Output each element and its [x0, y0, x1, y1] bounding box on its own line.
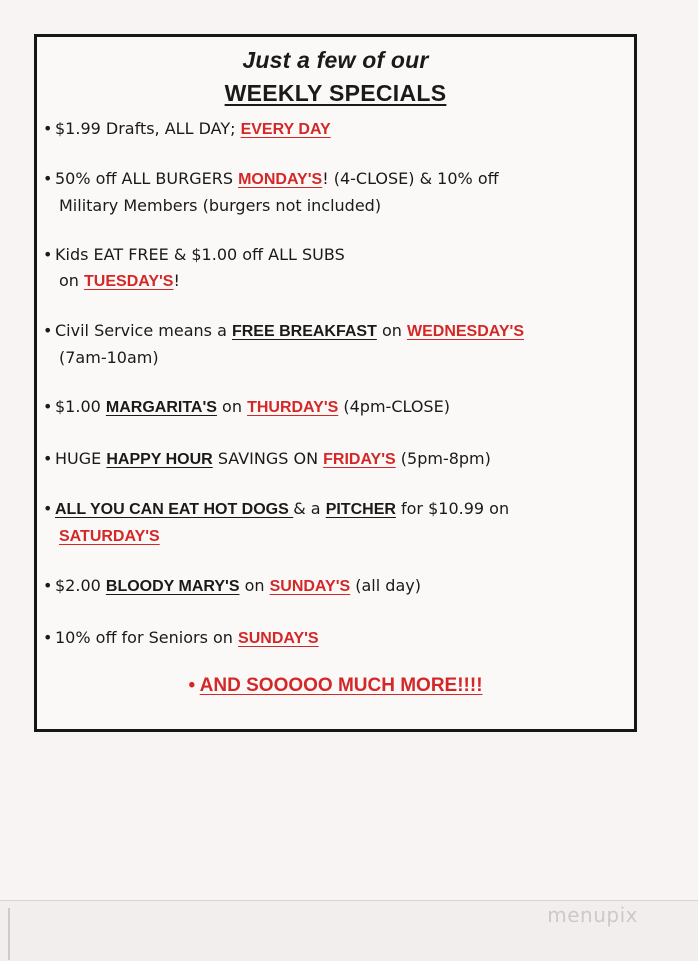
special-text: & a	[293, 499, 326, 518]
special-second-line: Military Members (burgers not included)	[59, 196, 382, 215]
special-text: !	[173, 271, 180, 290]
special-text: on	[239, 576, 270, 595]
special-wednesday	[43, 318, 628, 371]
bullet: •	[43, 321, 53, 340]
special-text: $1.99 Drafts, ALL DAY;	[55, 119, 241, 138]
special-highlight: MARGARITA'S	[105, 399, 217, 416]
closing-text: AND SOOOOO MUCH MORE!!!!	[199, 675, 483, 696]
special-tuesday	[43, 242, 628, 295]
special-day: EVERY DAY	[240, 121, 331, 138]
special-day: FRIDAY'S	[323, 451, 396, 468]
bullet: •	[43, 499, 53, 518]
special-text: SAVINGS ON	[212, 449, 324, 468]
special-text: (all day)	[350, 576, 421, 595]
bullet: •	[43, 449, 53, 468]
special-day: SUNDAY'S	[269, 578, 351, 595]
special-text: HUGE	[55, 449, 107, 468]
special-day: THURDAY'S	[247, 399, 339, 416]
bullet: •	[43, 576, 53, 595]
heading-title-text: WEEKLY SPECIALS	[224, 80, 447, 106]
special-text: (4pm-CLOSE)	[338, 397, 450, 416]
special-thursday	[43, 394, 628, 421]
bullet: •	[188, 675, 196, 696]
special-highlight: ALL YOU CAN EAT HOT DOGS	[55, 501, 294, 518]
special-text: for $10.99 on	[395, 499, 510, 518]
special-highlight: PITCHER	[325, 501, 396, 518]
special-every-day	[43, 116, 628, 143]
closing-line	[37, 675, 634, 697]
bullet: •	[43, 119, 53, 138]
bullet: •	[43, 245, 53, 264]
special-day: SATURDAY'S	[59, 528, 160, 545]
bullet: •	[43, 397, 53, 416]
special-day: TUESDAY'S	[84, 273, 174, 290]
special-text: ! (4-CLOSE) & 10% off	[322, 169, 499, 188]
special-monday	[43, 166, 628, 219]
special-highlight: HAPPY HOUR	[106, 451, 213, 468]
special-highlight: BLOODY MARY'S	[105, 578, 240, 595]
special-day: MONDAY'S	[238, 171, 323, 188]
special-friday	[43, 446, 628, 473]
bullet: •	[43, 169, 53, 188]
special-day: SUNDAY'S	[238, 630, 319, 647]
special-text: 10% off for Seniors on	[55, 628, 239, 647]
special-second-line	[43, 523, 628, 550]
special-text: on	[216, 397, 248, 416]
watermark-logo: menupix	[547, 903, 638, 927]
page-edge-shadow	[8, 908, 10, 960]
specials-frame	[34, 34, 637, 732]
special-text: on	[376, 321, 407, 340]
special-text: $1.00	[55, 397, 106, 416]
special-second-line	[43, 268, 628, 295]
bullet: •	[43, 628, 53, 647]
special-text: (5pm-8pm)	[395, 449, 491, 468]
special-text: $2.00	[55, 576, 106, 595]
special-text: Civil Service means a	[55, 321, 232, 340]
special-text: on	[59, 271, 85, 290]
special-second-line: (7am-10am)	[59, 348, 159, 367]
heading-intro: Just a few of our	[242, 47, 429, 73]
special-text: Kids EAT FREE & $1.00 off ALL SUBS	[55, 245, 345, 264]
special-saturday	[43, 496, 628, 550]
special-sunday-bloody-mary	[43, 573, 628, 600]
special-highlight: FREE BREAKFAST	[231, 323, 377, 340]
special-text: 50% off ALL BURGERS	[55, 169, 239, 188]
special-day: WEDNESDAY'S	[406, 323, 524, 340]
heading-title	[37, 80, 634, 107]
special-sunday-seniors	[43, 625, 628, 652]
